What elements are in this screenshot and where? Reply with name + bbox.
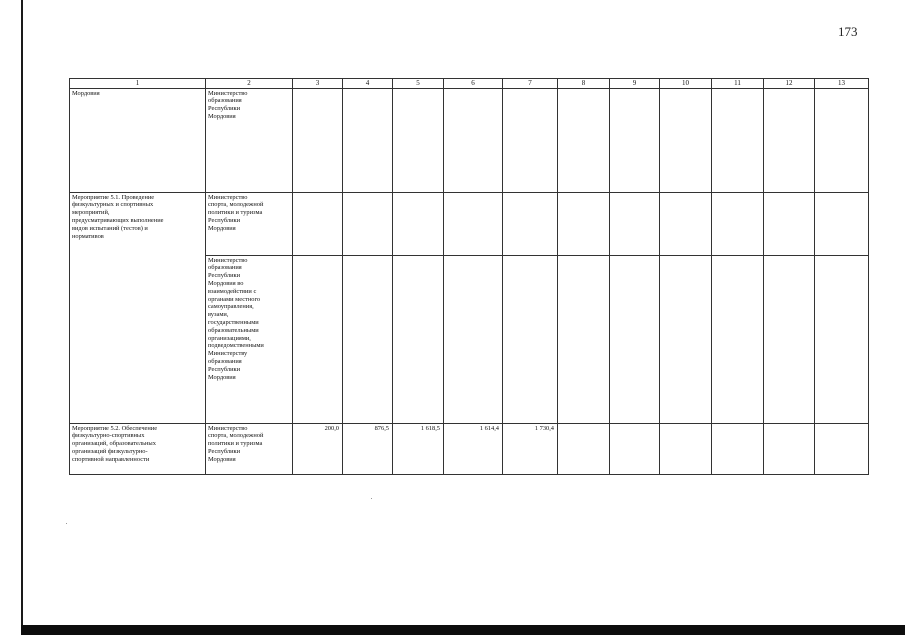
value-cell: 1 614,4 bbox=[444, 423, 503, 474]
value-cell bbox=[293, 255, 343, 423]
value-cell bbox=[393, 88, 444, 192]
value-cell bbox=[558, 192, 610, 255]
header-cell: 9 bbox=[610, 79, 660, 89]
table-row bbox=[70, 88, 869, 192]
value-cell: 876,5 bbox=[343, 423, 393, 474]
value-cell bbox=[610, 192, 660, 255]
value-cell bbox=[503, 255, 558, 423]
value-cell bbox=[393, 192, 444, 255]
page-number: 173 bbox=[838, 24, 858, 39]
value-cell bbox=[558, 255, 610, 423]
value-cell bbox=[293, 88, 343, 192]
value-cell bbox=[558, 88, 610, 192]
header-cell: 13 bbox=[815, 79, 869, 89]
value-cell bbox=[815, 423, 869, 474]
value-cell: 1 618,5 bbox=[393, 423, 444, 474]
header-cell: 7 bbox=[503, 79, 558, 89]
table-row bbox=[70, 192, 869, 255]
value-cell bbox=[815, 192, 869, 255]
header-cell: 6 bbox=[444, 79, 503, 89]
page-left-border bbox=[21, 0, 23, 634]
executor-cell: Министерство образования Республики Мордовия bbox=[206, 88, 293, 192]
header-cell: 8 bbox=[558, 79, 610, 89]
value-cell bbox=[610, 255, 660, 423]
value-cell bbox=[444, 192, 503, 255]
value-cell bbox=[343, 255, 393, 423]
value-cell bbox=[660, 255, 712, 423]
value-cell: 1 730,4 bbox=[503, 423, 558, 474]
value-cell bbox=[712, 255, 764, 423]
value-cell bbox=[764, 423, 815, 474]
value-cell bbox=[610, 88, 660, 192]
value-cell bbox=[815, 88, 869, 192]
activity-cell: Мероприятие 5.2. Обеспечение физкультурно-спортивных организаций, образовательных организаций физкультурно- спортивной направленности bbox=[70, 423, 206, 474]
value-cell bbox=[343, 192, 393, 255]
value-cell: 200,0 bbox=[293, 423, 343, 474]
value-cell bbox=[764, 192, 815, 255]
value-cell bbox=[712, 88, 764, 192]
header-cell: 3 bbox=[293, 79, 343, 89]
executor-cell: Министерство образования Республики Мордовия во взаимодействии с органами местного самоуправления, вузами, государственными образовательными организациями, подведомственными Министерству образования Республики Мордовия bbox=[206, 255, 293, 423]
value-cell bbox=[503, 192, 558, 255]
value-cell bbox=[444, 255, 503, 423]
value-cell bbox=[712, 192, 764, 255]
value-cell bbox=[660, 88, 712, 192]
value-cell bbox=[610, 423, 660, 474]
table-row bbox=[70, 423, 869, 474]
value-cell bbox=[712, 423, 764, 474]
header-cell: 11 bbox=[712, 79, 764, 89]
value-cell bbox=[343, 88, 393, 192]
value-cell bbox=[393, 255, 444, 423]
scan-speck bbox=[66, 523, 67, 524]
value-cell bbox=[444, 88, 503, 192]
value-cell bbox=[293, 192, 343, 255]
header-cell: 12 bbox=[764, 79, 815, 89]
header-cell: 2 bbox=[206, 79, 293, 89]
value-cell bbox=[503, 88, 558, 192]
value-cell bbox=[660, 423, 712, 474]
value-cell bbox=[558, 423, 610, 474]
value-cell bbox=[815, 255, 869, 423]
executor-cell: Министерство спорта, молодежной политики и туризма Республики Мордовия bbox=[206, 423, 293, 474]
page-bottom-border bbox=[21, 625, 905, 635]
executor-cell: Министерство спорта, молодежной политики и туризма Республики Мордовия bbox=[206, 192, 293, 255]
header-cell: 5 bbox=[393, 79, 444, 89]
header-cell: 4 bbox=[343, 79, 393, 89]
activity-cell: Мероприятие 5.1. Проведение физкультурных и спортивных мероприятий, предусматривающих выполнение видов испытаний (тестов) и нормативов bbox=[70, 192, 206, 423]
header-cell: 1 bbox=[70, 79, 206, 89]
value-cell bbox=[660, 192, 712, 255]
budget-table bbox=[69, 78, 869, 475]
scan-speck bbox=[371, 498, 372, 499]
activity-cell: Мордовия bbox=[70, 88, 206, 192]
header-row bbox=[70, 79, 869, 89]
header-cell: 10 bbox=[660, 79, 712, 89]
value-cell bbox=[764, 255, 815, 423]
value-cell bbox=[764, 88, 815, 192]
